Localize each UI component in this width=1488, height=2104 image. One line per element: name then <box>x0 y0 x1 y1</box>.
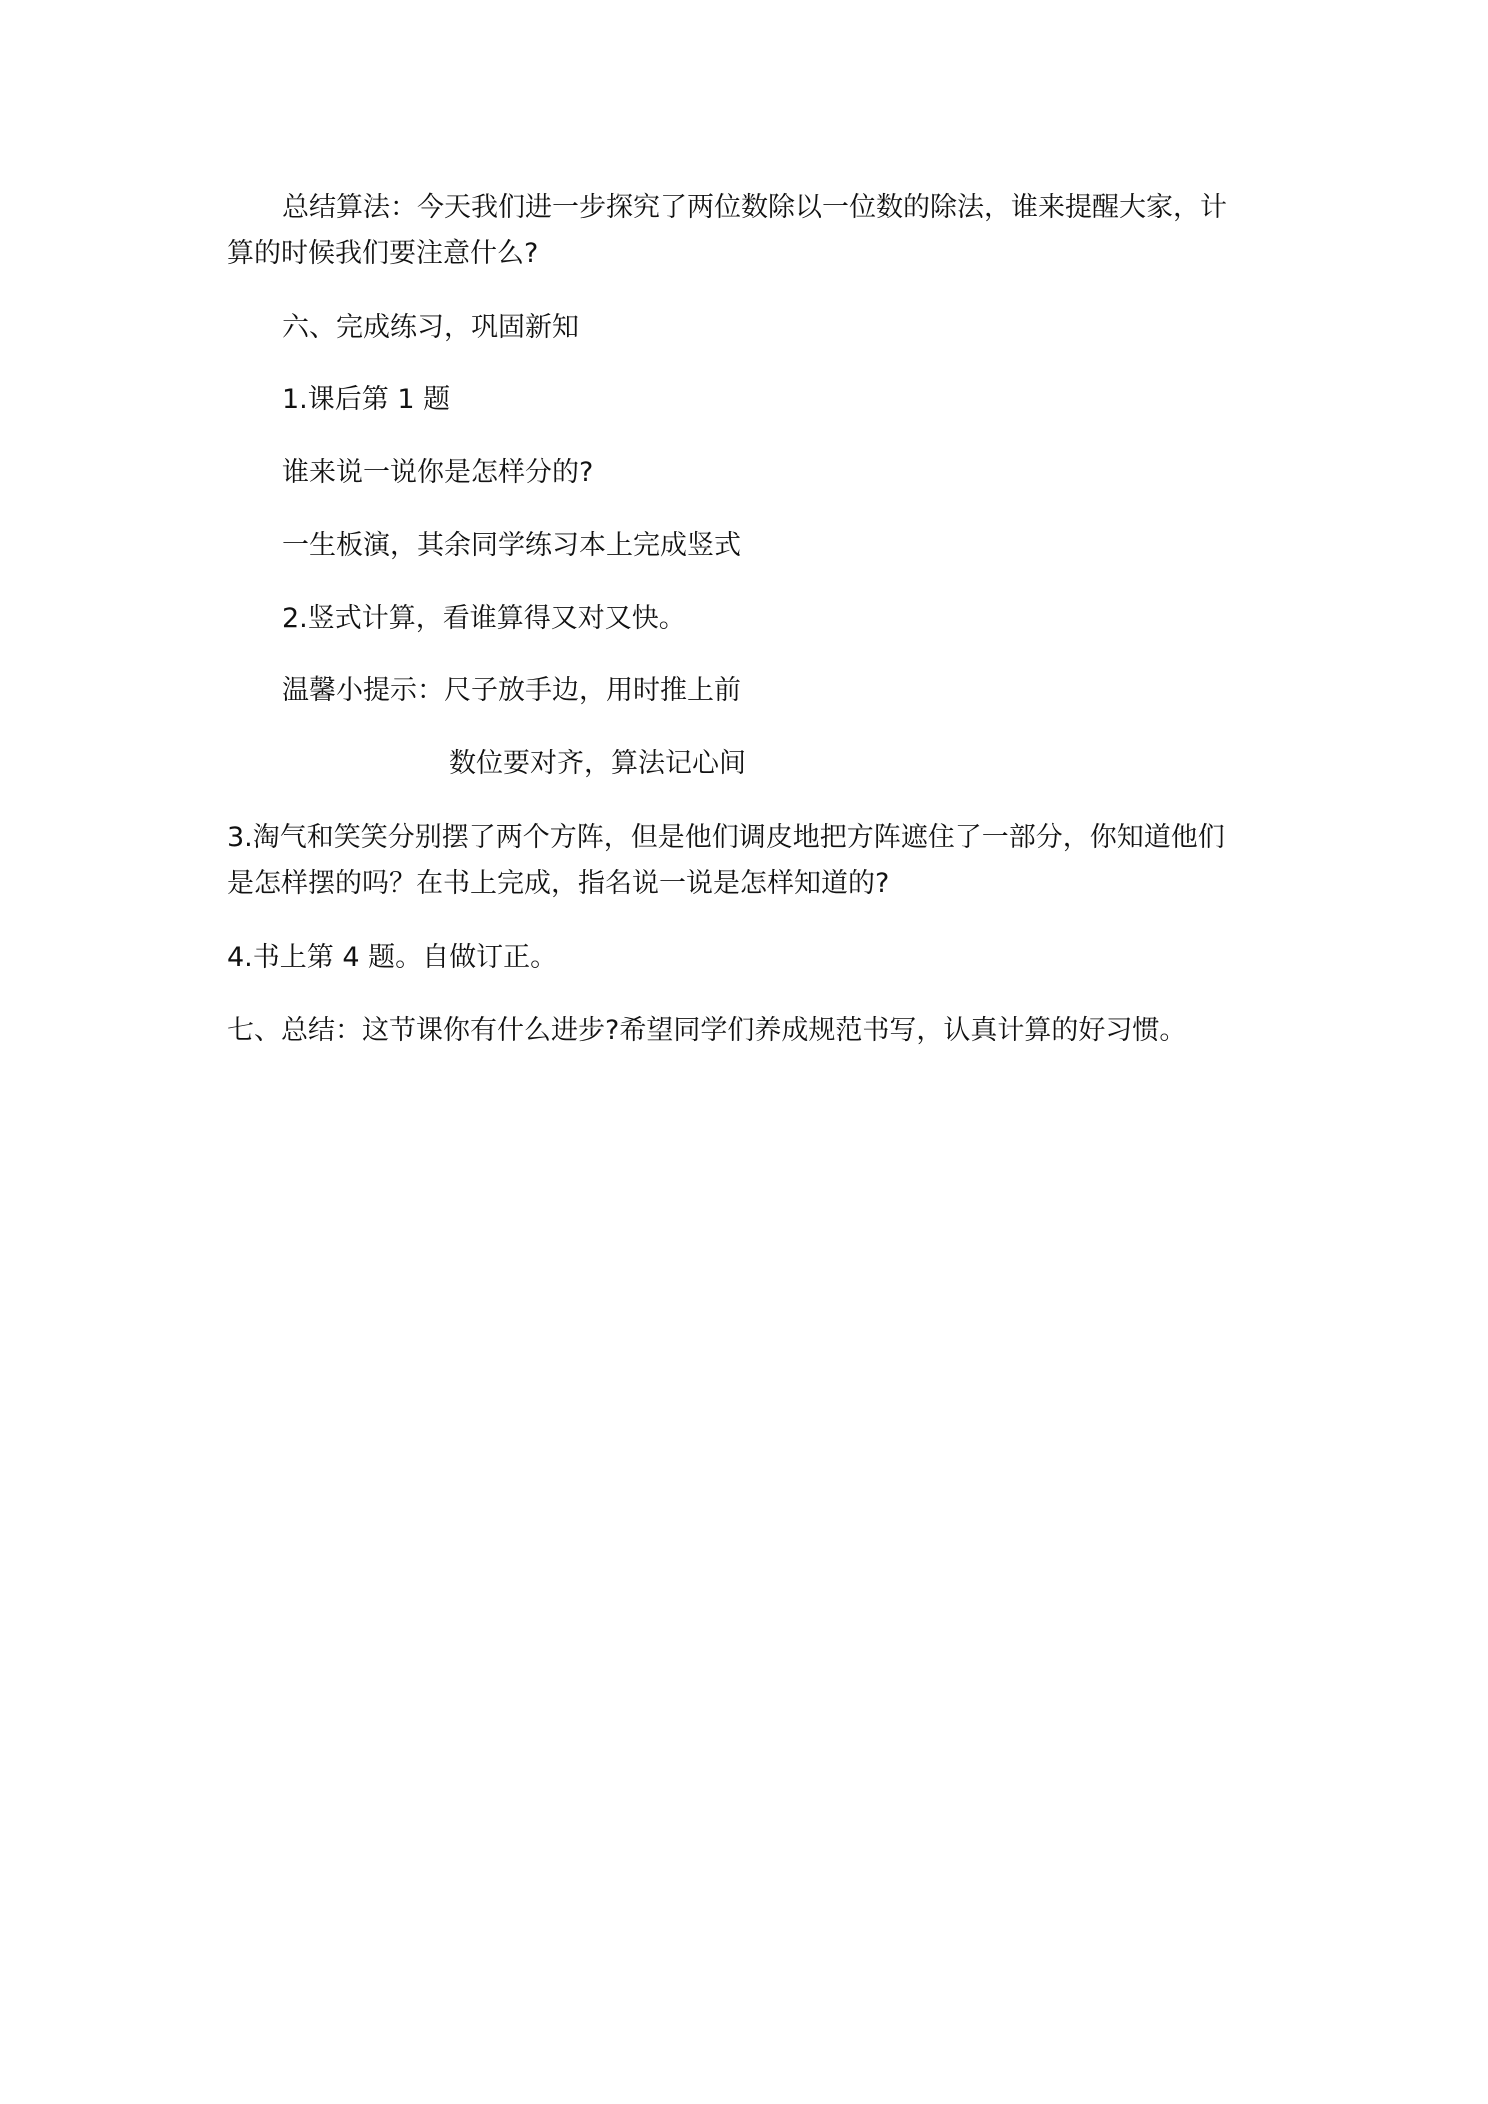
summary-paragraph-line-2: 算的时候我们要注意什么? <box>227 238 539 269</box>
section-six-heading: 六、完成练习，巩固新知 <box>282 312 579 343</box>
exercise-1-title: 1.课后第 1 题 <box>282 384 451 415</box>
exercise-4: 4.书上第 4 题。自做订正。 <box>227 942 558 973</box>
tip-line-1: 温馨小提示：尺子放手边，用时推上前 <box>282 675 741 706</box>
summary-paragraph-line-1: 总结算法：今天我们进一步探究了两位数除以一位数的除法，谁来提醒大家，计 <box>282 192 1227 223</box>
section-seven-summary: 七、总结：这节课你有什么进步?希望同学们养成规范书写，认真计算的好习惯。 <box>227 1015 1187 1046</box>
exercise-1-question: 谁来说一说你是怎样分的? <box>282 457 594 488</box>
exercise-2-title: 2.竖式计算，看谁算得又对又快。 <box>282 603 686 634</box>
exercise-3-line-1: 3.淘气和笑笑分别摆了两个方阵，但是他们调皮地把方阵遮住了一部分，你知道他们 <box>227 822 1225 853</box>
tip-line-2: 数位要对齐，算法记心间 <box>449 748 746 779</box>
exercise-1-instruction: 一生板演，其余同学练习本上完成竖式 <box>282 530 741 561</box>
exercise-3-line-2: 是怎样摆的吗？在书上完成，指名说一说是怎样知道的? <box>227 868 890 899</box>
